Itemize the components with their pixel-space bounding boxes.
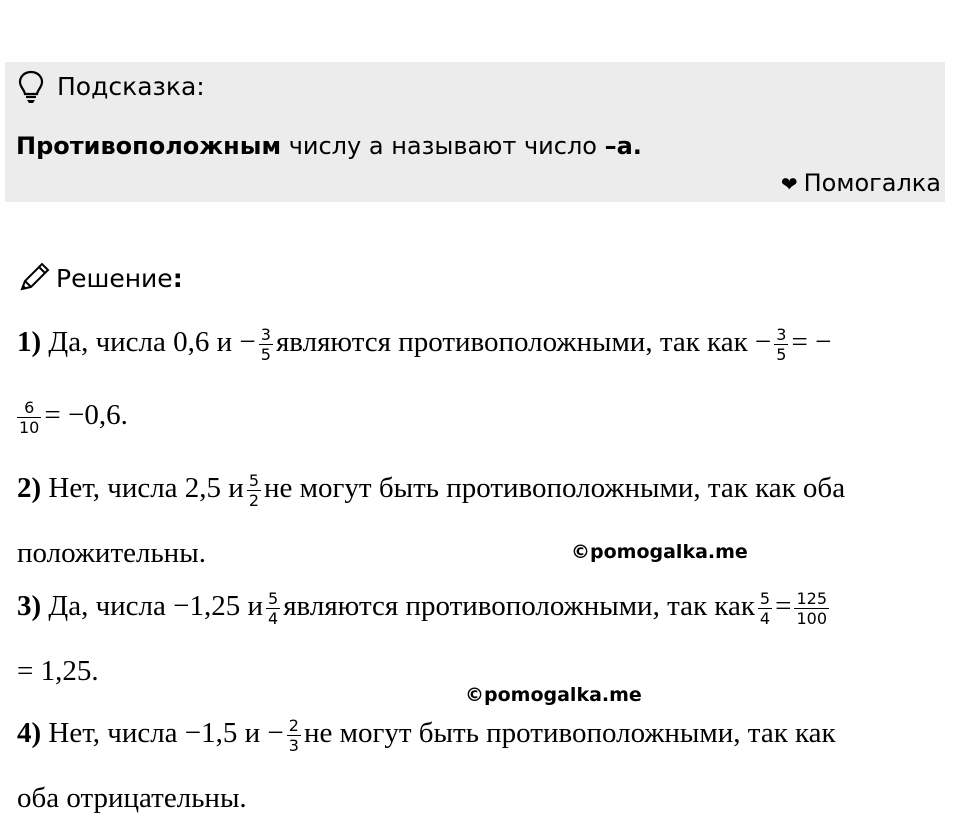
- item-text: =: [775, 590, 792, 622]
- fraction: [774, 325, 788, 364]
- item-number: 2): [17, 472, 42, 504]
- item-text: Да, числа −1,25 и: [41, 590, 264, 622]
- solution-title: [56, 262, 183, 296]
- heart-icon: ❤: [780, 172, 798, 196]
- item-text: = −0,6.: [44, 399, 128, 431]
- pencil-icon: [17, 260, 51, 294]
- fraction-numerator: 3: [260, 324, 271, 344]
- brand-label[interactable]: [781, 166, 941, 201]
- solution-item-3: [17, 586, 832, 628]
- fraction-denominator: 3: [288, 735, 299, 755]
- item-text: = 1,25.: [17, 655, 99, 687]
- solution-item-3-cont: [17, 651, 99, 691]
- fraction-denominator: 5: [260, 344, 271, 364]
- solution-item-2: [17, 468, 845, 510]
- item-text: Нет, числа −1,5 и −: [41, 717, 284, 749]
- hint-var-a: а: [368, 132, 384, 160]
- item-number: 3): [17, 590, 42, 622]
- item-text: оба отрицательны.: [17, 782, 247, 814]
- item-number: 1): [17, 326, 42, 358]
- fraction: [266, 589, 280, 628]
- solution-item-4-cont: [17, 778, 247, 818]
- fraction-denominator: 100: [796, 608, 828, 628]
- item-text: = −: [791, 326, 832, 358]
- item-text: не могут быть противоположными, так как оба: [264, 472, 846, 504]
- hint-text-part: называют число: [383, 132, 605, 160]
- lightbulb-icon: [16, 70, 46, 104]
- fraction-numerator: 5: [248, 470, 260, 490]
- item-text: положительны.: [17, 537, 206, 569]
- brand-text: Помогалка: [803, 169, 941, 197]
- fraction: [259, 325, 273, 364]
- watermark: ©pomogalka.me: [465, 684, 642, 706]
- watermark: ©pomogalka.me: [571, 541, 748, 563]
- solution-item-2-cont: [17, 533, 206, 573]
- item-text: не могут быть противоположными, так как: [303, 717, 836, 749]
- item-number: 4): [17, 717, 42, 749]
- fraction-denominator: 4: [268, 608, 279, 628]
- item-text: являются противоположными, так как −: [275, 326, 772, 358]
- hint-term: Противоположным: [16, 132, 282, 160]
- item-text: Да, числа 0,6 и −: [41, 326, 256, 358]
- fraction: [17, 398, 41, 437]
- solution-title-colon: :: [172, 264, 183, 293]
- fraction-numerator: 6: [17, 398, 41, 418]
- solution-item-4: [17, 713, 836, 755]
- solution-title-text: Решение: [56, 264, 173, 293]
- fraction-numerator: 5: [268, 588, 279, 608]
- fraction-numerator: 5: [759, 588, 771, 608]
- hint-text: [16, 129, 642, 163]
- fraction: [758, 589, 772, 628]
- fraction-numerator: 125: [796, 588, 828, 608]
- fraction-numerator: 3: [776, 324, 787, 344]
- fraction-denominator: 10: [19, 417, 40, 437]
- fraction-numerator: 2: [288, 715, 299, 735]
- hint-title: Подсказка:: [57, 72, 205, 101]
- hint-text-part: числу: [281, 132, 369, 160]
- fraction: [247, 471, 261, 510]
- item-text: Нет, числа 2,5 и: [41, 472, 244, 504]
- fraction-denominator: 4: [759, 608, 771, 628]
- fraction-denominator: 5: [776, 344, 787, 364]
- hint-neg-a: –а.: [604, 132, 642, 160]
- fraction-denominator: 2: [248, 490, 260, 510]
- fraction: [794, 589, 829, 628]
- solution-item-1-cont: [17, 395, 128, 437]
- solution-item-1: [17, 322, 831, 364]
- item-text: являются противоположными, так как: [283, 590, 755, 622]
- fraction: [287, 716, 301, 755]
